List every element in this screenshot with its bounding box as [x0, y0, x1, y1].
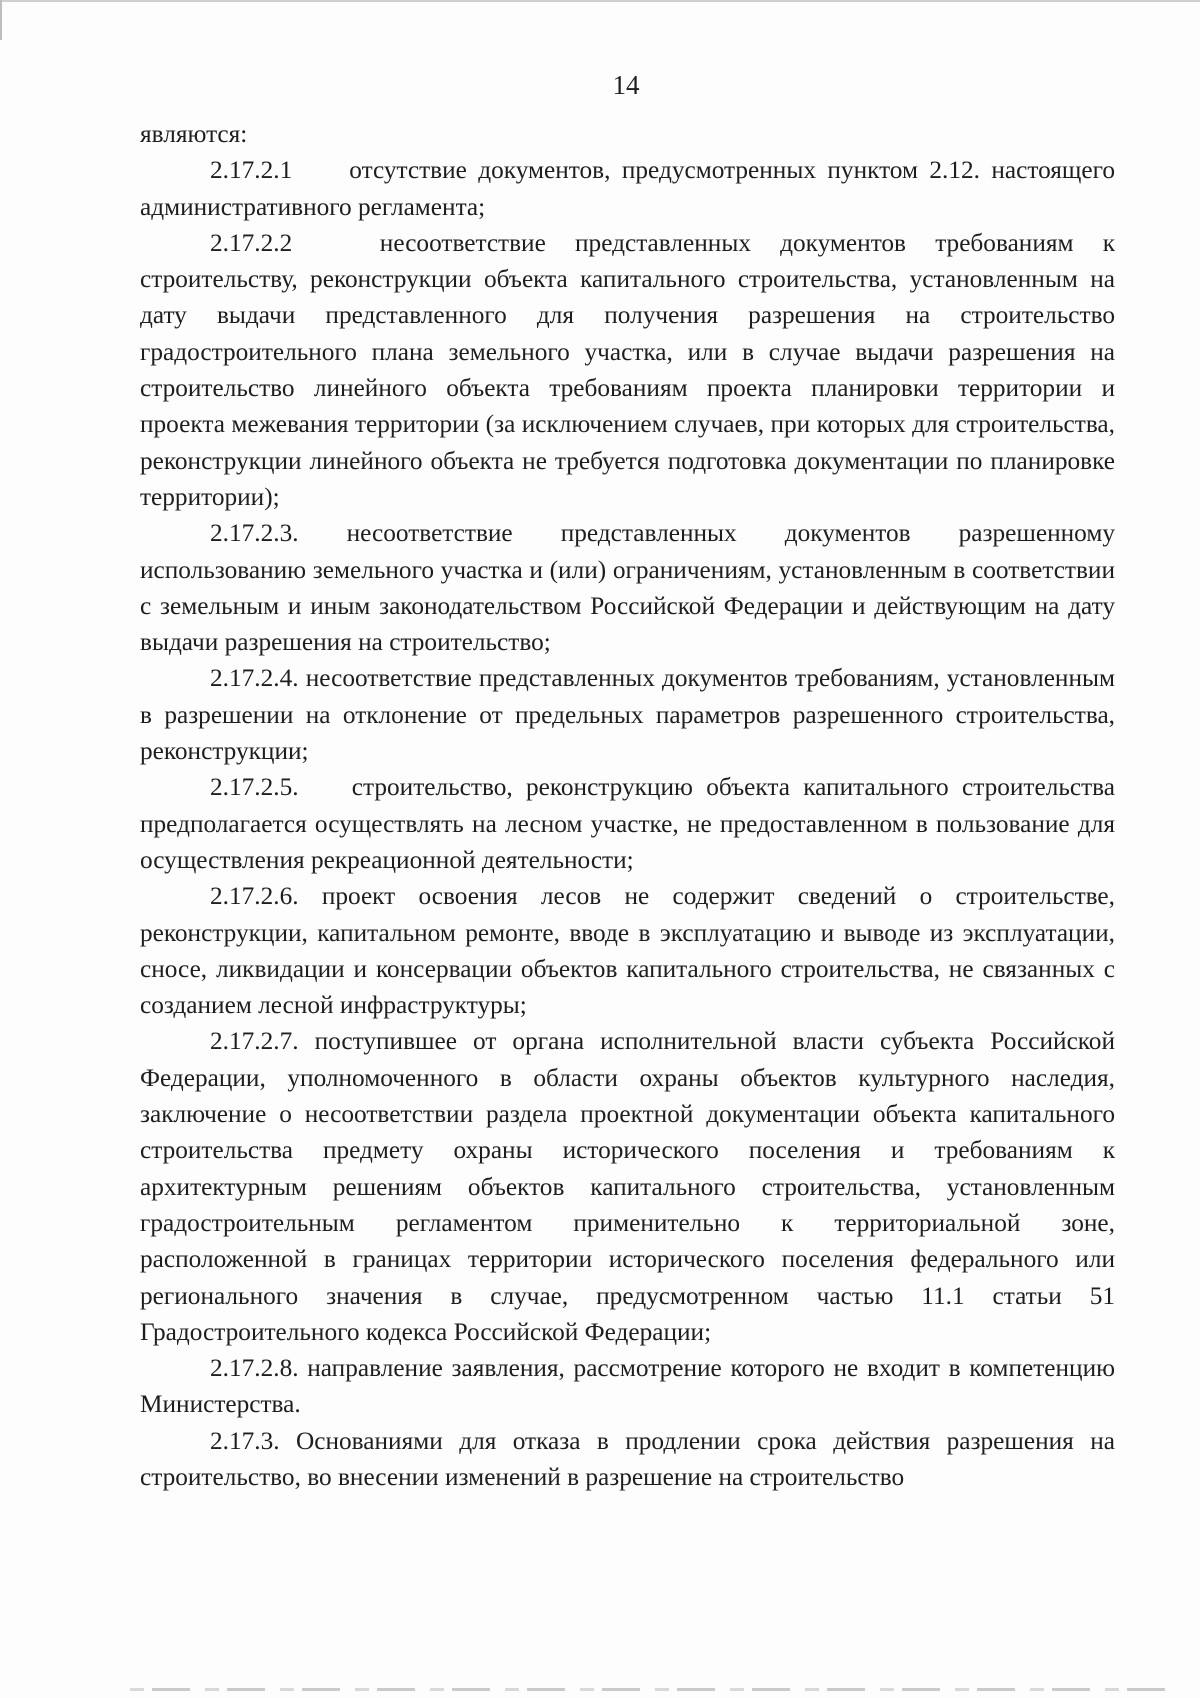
clause-number: 2.17.2.4. — [210, 664, 299, 693]
page-number: 14 — [612, 70, 640, 100]
paragraph-2-17-2-3 — [140, 515, 1115, 660]
paragraph-text: направление заявления, рассмотрение которого не входит в компетенцию Министерства. — [140, 1354, 1116, 1419]
clause-number: 2.17.3. — [210, 1426, 280, 1455]
scan-edge-left — [0, 0, 2, 40]
paragraph-text: Основаниями для отказа в продлении срока действия разрешения на строительство, во внесении изменений в разрешение на строительство — [140, 1426, 1115, 1491]
paragraph-text: строительство, реконструкцию объекта капитального строительства предполагается осуществлять на лесном участке, не предоставленном в пользование для осуществления рекреационной деятельности; — [140, 773, 1115, 874]
paragraph-text: несоответствие представленных документов требованиям к строительству, реконструкции объекта капитального строительства, установленным на дату выдачи представленного для получения разрешения на строительство градостроительного плана земельного участка, или в случае выдачи разрешения на строительство линейного объекта требованиям проекта планировки территории и проекта межевания территории (за исключением случаев, при которых для строительства, реконструкции линейного объекта не требуется подготовка документации по планировке территории); — [140, 228, 1115, 511]
clause-number: 2.17.2.5. — [210, 773, 299, 802]
clause-number: 2.17.2.2 — [210, 228, 293, 257]
document-body — [140, 116, 1115, 1495]
clause-number: 2.17.2.7. — [210, 1027, 299, 1056]
clause-number: 2.17.2.3. — [210, 519, 299, 548]
paragraph-2-17-2-1 — [140, 152, 1115, 225]
paragraph-2-17-2-2 — [140, 225, 1115, 515]
scan-edge-top — [0, 0, 1200, 2]
paragraph-2-17-2-4 — [140, 660, 1115, 769]
paragraph-2-17-2-7 — [140, 1023, 1115, 1350]
clause-number: 2.17.2.8. — [210, 1354, 299, 1383]
clause-number: 2.17.2.6. — [210, 882, 299, 911]
paragraph-text: несоответствие представленных документов требованиям, установленным в разрешении на отклонение от предельных параметров разрешенного строительства, реконструкции; — [140, 664, 1115, 766]
paragraph-2-17-2-5 — [140, 769, 1115, 878]
paragraph-2-17-2-8 — [140, 1350, 1115, 1423]
paragraph-2-17-3 — [140, 1423, 1115, 1496]
paragraph-intro — [140, 116, 1115, 152]
paragraph-text: несоответствие представленных документов разрешенному использованию земельного участка и (или) ограничениям, установленным в соответствии с земельным и иным законодательством Российской Федерации и действующим на дату выдачи разрешения на строительство; — [140, 519, 1116, 657]
paragraph-text: являются: — [140, 120, 248, 148]
scan-artifact-bottom — [130, 1688, 1170, 1691]
clause-number: 2.17.2.1 — [210, 156, 293, 185]
paragraph-2-17-2-6 — [140, 878, 1115, 1023]
paragraph-text: поступившее от органа исполнительной власти субъекта Российской Федерации, уполномоченного в области охраны объектов культурного наследия, заключение о несоответствии раздела проектной документации объекта капитального строительства предмету охраны исторического поселения и требованиям к архитектурным решениям объектов капитального строительства, установленным градостроительным регламентом применительно к территориальной зоне, расположенной в границах территории исторического поселения федерального или регионального значения в случае, предусмотренном частью 11.1 статьи 51 Градостроительного кодекса Российской Федерации; — [140, 1027, 1115, 1346]
paragraph-text: проект освоения лесов не содержит сведений о строительстве, реконструкции, капитальном ремонте, вводе в эксплуатацию и выводе из эксплуатации, сносе, ликвидации и консервации объектов капитального строительства, не связанных с созданием лесной инфраструктуры; — [140, 882, 1115, 1020]
paragraph-text: отсутствие документов, предусмотренных пунктом 2.12. настоящего административного регламента; — [140, 156, 1115, 221]
